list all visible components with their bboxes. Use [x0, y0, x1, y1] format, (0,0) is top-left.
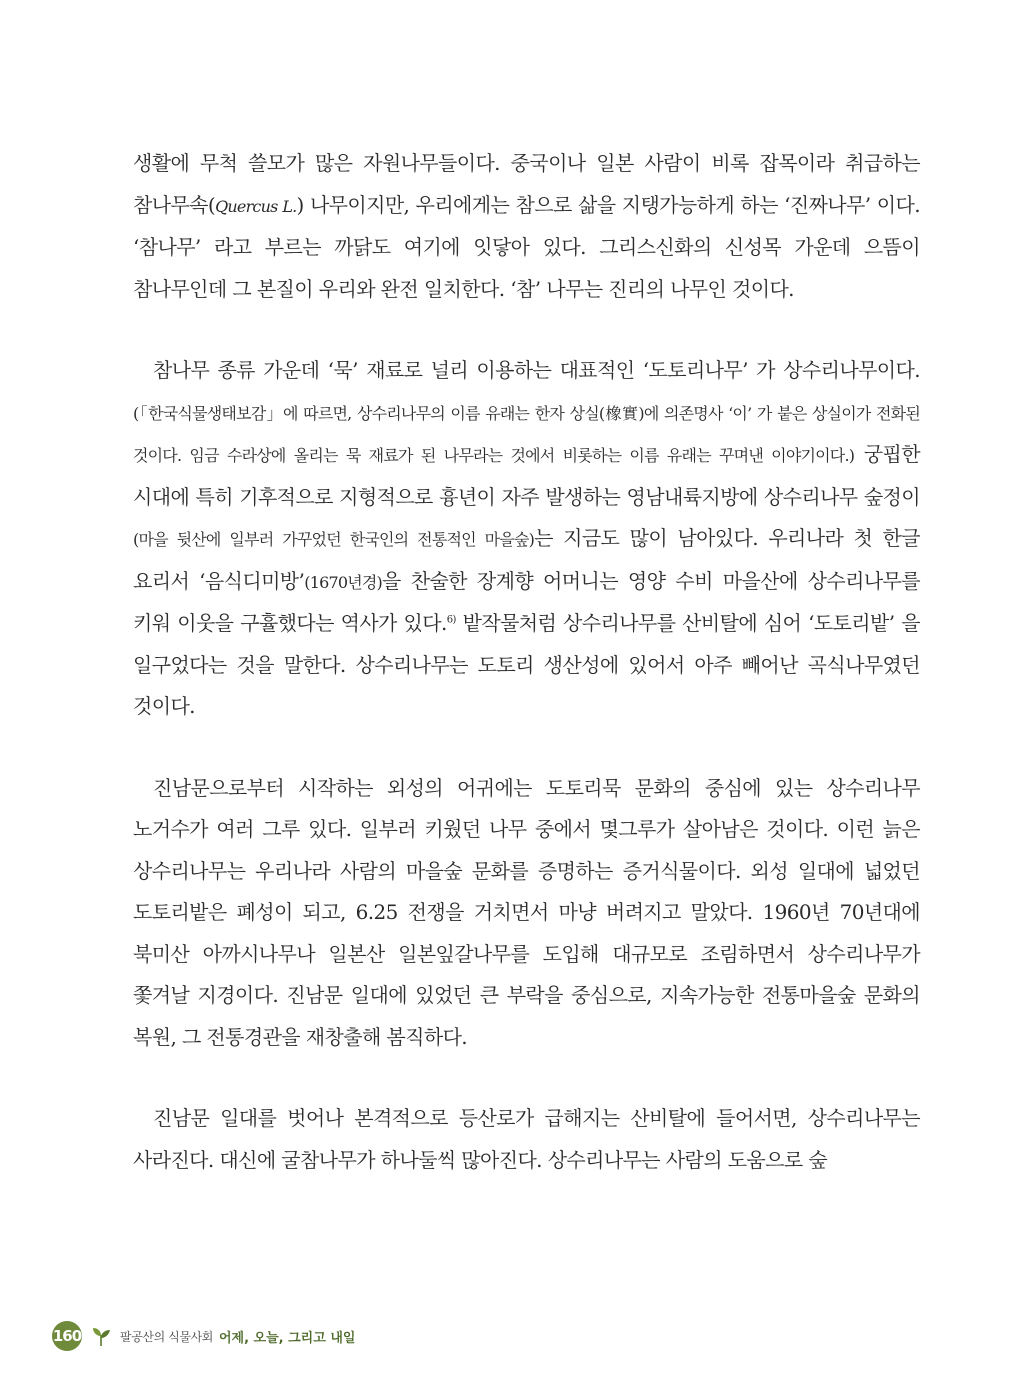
- inline-note: (마을 뒷산에 일부러 가꾸었던 한국인의 전통적인 마을숲): [133, 530, 535, 549]
- text-segment: 진남문 일대를 벗어나 본격적으로 등산로가 급해지는 산비탈에 들어서면, 상수리나무는 사라진다. 대신에 굴참나무가 하나둘씩 많아진다. 상수리나무는 사람의 도움으로 숲: [133, 1106, 920, 1172]
- text-segment: 을 찬술한 장계향 어머니는 영양 수비 마을산에 상수리나무를 키워 이웃을 구휼했다는 역사가 있다.: [133, 568, 920, 635]
- scientific-name: Quercus L.: [215, 196, 297, 216]
- text-segment: 궁핍한 시대에 특히 기후적으로 지형적으로 흉년이 자주 발생하는 영남내륙지방에 상수리나무 숲정이: [133, 442, 920, 509]
- text-segment: ) 나무이지만, 우리에게는 참으로 삶을 지탱가능하게 하는 ‘진짜나무’ 이다. ‘참나무’ 라고 부르는 까닭도 여기에 잇닿아 있다. 그리스신화의 신성목 가운데 으뜸이 참나무인데 그 본질이 우리와 완전 일치한다. ‘참’ 나무는 진리의 나무인 것이다.: [133, 192, 920, 301]
- text-segment: 밭작물처럼 상수리나무를 산비탈에 심어 ‘도토리밭’ 을 일구었다는 것을 말한다. 상수리나무는 도토리 생산성에 있어서 아주 빼어난 곡식나무였던 것이다.: [133, 611, 920, 718]
- book-subtitle: 어제, 오늘, 그리고 내일: [218, 1330, 356, 1346]
- inline-note: (1670년경): [304, 572, 382, 592]
- paragraph: [133, 350, 920, 728]
- book-title: 팔공산의 식물사회: [120, 1329, 213, 1344]
- text-segment: 참나무 종류 가운데 ‘묵’ 재료로 널리 이용하는 대표적인 ‘도토리나무’ 가 상수리나무이다.: [153, 358, 920, 382]
- paragraph: [133, 143, 920, 310]
- paragraph: [133, 1098, 920, 1181]
- inline-note: (「한국식물생태보감」에 따르면, 상수리나무의 이름 유래는 한자 상실(橡實)에 의존명사 ‘이’ 가 붙은 상실이가 전화된 것이다. 임금 수라상에 올리는 묵 재료가 된 나무라는 것에서 비롯하는 이름 유래는 꾸며낸 이야기이다.): [133, 403, 920, 465]
- body-text: [133, 143, 920, 1181]
- text-segment: 는 지금도 많이 남아있다. 우리나라 첫 한글 요리서 ‘음식디미방’: [133, 526, 920, 593]
- footnote-marker: 6): [446, 614, 456, 626]
- text-segment: 생활에 무척 쓸모가 많은 자원나무들이다. 중국이나 일본 사람이 비록 잡목이라 취급하는 참나무속(: [133, 151, 920, 217]
- paragraph: [133, 768, 920, 1059]
- text-segment: 진남문으로부터 시작하는 외성의 어귀에는 도토리묵 문화의 중심에 있는 상수리나무 노거수가 여러 그루 있다. 일부러 키웠던 나무 중에서 몇그루가 살아남은 것이다. 이런 늙은 상수리나무는 우리나라 사람의 마을숲 문화를 증명하는 증거식물이다. 외성 일대에 넓었던 도토리밭은 폐성이 되고, 6.25 전쟁을 거치면서 마냥 버려지고 말았다. 1960년 70년대에 북미산 아까시나무나 일본산 일본잎갈나무를 도입해 대규모로 조림하면서 상수리나무가 쫓겨날 지경이다. 진남문 일대에 있었던 큰 부락을 중심으로, 지속가능한 전통마을숲 문화의 복원, 그 전통경관을 재창출해 봄직하다.: [133, 775, 920, 1049]
- page-number: 160: [52, 1321, 82, 1351]
- leaf-sprout-icon: [88, 1323, 114, 1349]
- page-footer: [52, 1320, 355, 1352]
